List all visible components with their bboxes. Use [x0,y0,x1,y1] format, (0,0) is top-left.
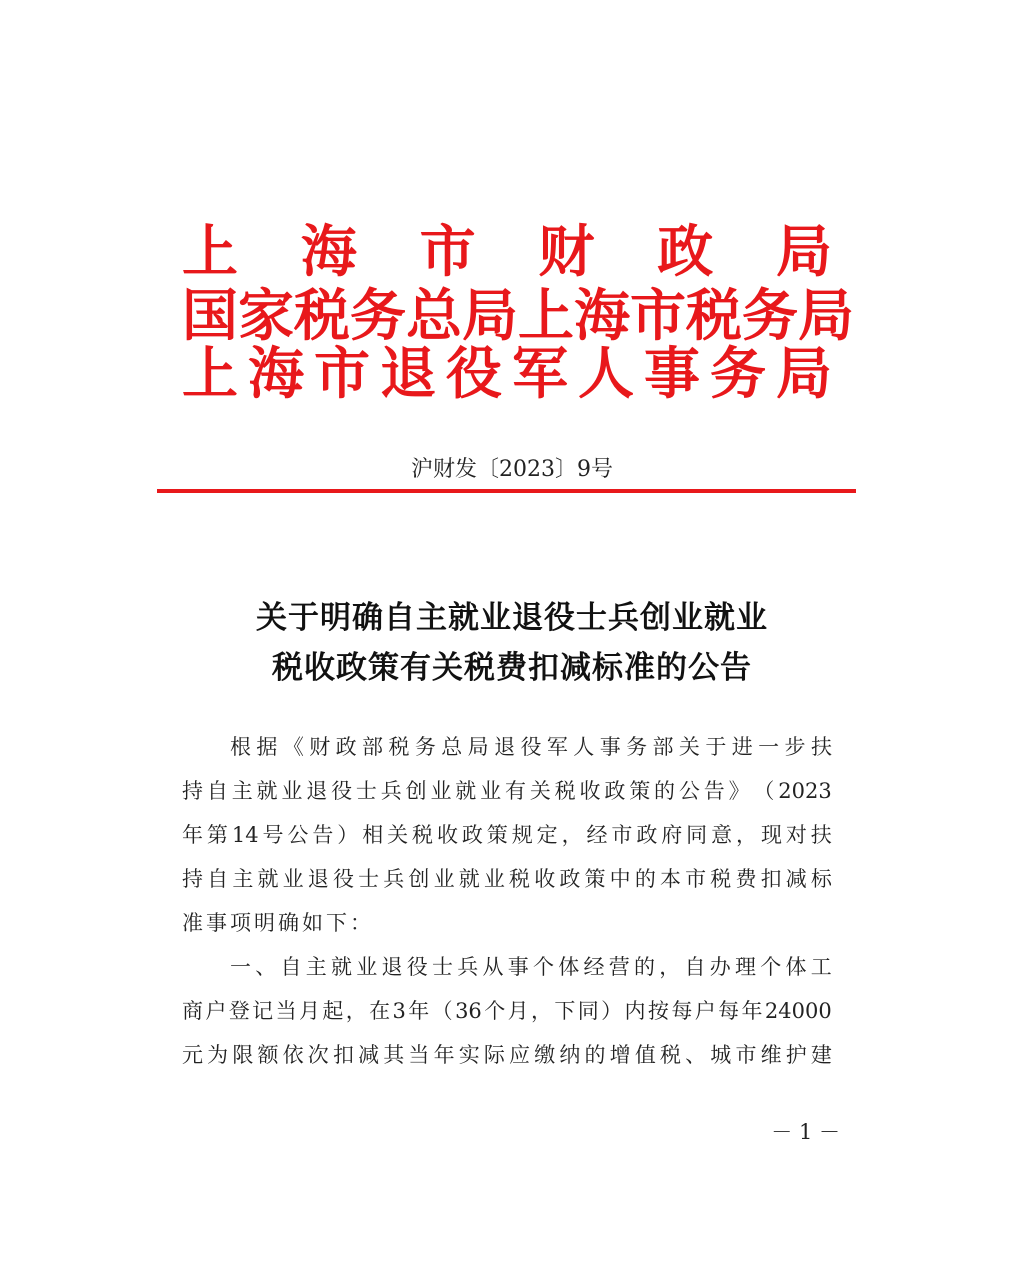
issuer-shanghai-tax-bureau: 国 家 税 务 总 局 上 海 市 税 务 局 [182,283,854,349]
document-number: 沪财发〔2023〕9号 [411,457,613,482]
red-divider-line [157,489,856,493]
body-paragraph-line: 元 为 限 额 依 次 扣 减 其 当 年 实 际 应 缴 纳 的 增 值 税 、 城 市 维 护 建 [182,1043,832,1067]
body-paragraph-line: 准事项明确如下： [182,911,374,935]
issuer-shanghai-finance-bureau: 上 海 市 财 政 局 [182,219,832,285]
body-paragraph-line: 持 自 主 就 业 退 役 士 兵 创 业 就 业 税 收 政 策 中 的 本 市 税 费 扣 减 标 [182,867,832,891]
page-number: － 1 － [771,1120,840,1144]
body-paragraph-line: 年 第 14 号 公 告 ） 相 关 税 收 政 策 规 定 ， 经 市 政 府 同 意 ， 现 对 扶 [182,823,832,847]
body-paragraph-line: 根 据 《 财 政 部 税 务 总 局 退 役 军 人 事 务 部 关 于 进 一 步 扶 [230,735,832,759]
body-paragraph-line: 一 、 自 主 就 业 退 役 士 兵 从 事 个 体 经 营 的 ， 自 办 理 个 体 工 [230,955,832,979]
announcement-title-line-2: 税收政策有关税费扣减标准的公告 [272,650,752,686]
body-paragraph-line: 商 户 登 记 当 月 起 ， 在 3 年 （ 36 个 月 ， 下 同 ） 内 按 每 户 每 年 24000 [182,999,832,1023]
announcement-title-line-1: 关于明确自主就业退役士兵创业就业 [256,600,768,636]
issuer-shanghai-veterans-bureau: 上 海 市 退 役 军 人 事 务 局 [182,341,832,407]
body-paragraph-line: 持 自 主 就 业 退 役 士 兵 创 业 就 业 有 关 税 收 政 策 的 公 告 》 （ 2023 [182,779,832,803]
